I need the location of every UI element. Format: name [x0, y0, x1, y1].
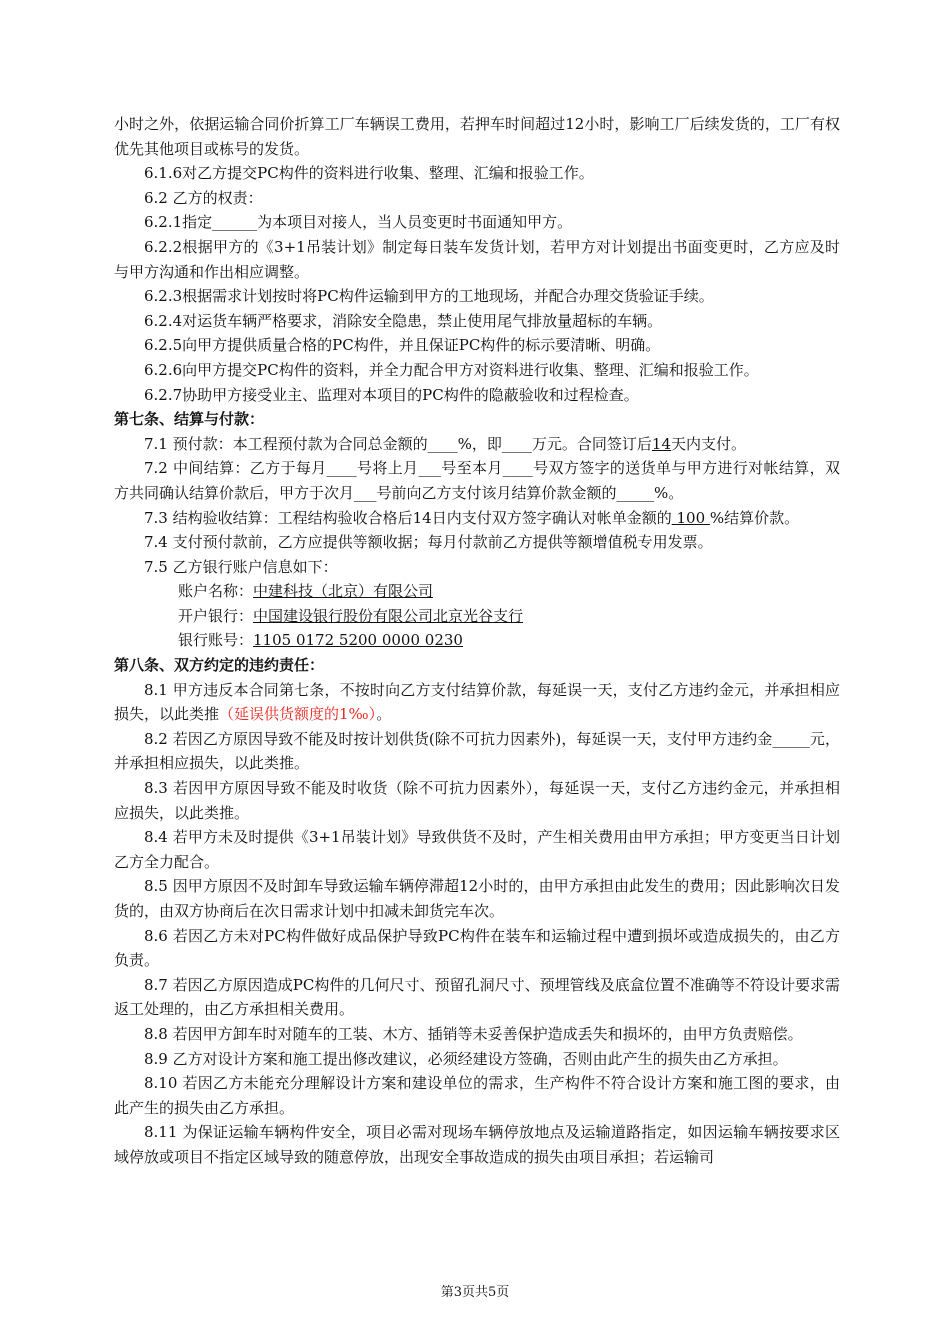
- section-heading-8: 第八条、双方约定的违约责任：: [114, 656, 325, 675]
- account-name-value: 中建科技（北京）有限公司: [253, 582, 434, 601]
- clause-8-8: 8.8 若因甲方卸车时对随车的工装、木方、插销等未妥善保护造成丢失和损坏的，由甲方负责赔偿。: [144, 1024, 803, 1043]
- clause-6-2-6: 6.2.6向甲方提交PC构件的资料，并全力配合甲方对资料进行收集、整理、汇编和报验工作。: [144, 360, 759, 379]
- clause-8-5: 8.5 因甲方原因不及时卸车导致运输车辆停滞超12小时的，由甲方承担由此发生的费用；因此影响次日发货的，由双方协商后在次日需求计划中扣减未卸货完车次。: [114, 877, 840, 920]
- clause-8-2: [114, 727, 840, 776]
- clause-6-1-6: 6.1.6对乙方提交PC构件的资料进行收集、整理、汇编和报验工作。: [144, 164, 594, 183]
- account-number-label: 银行账号：: [178, 631, 254, 650]
- clause-text: 8.2 若因乙方原因导致不能及时按计划供货(除不可抗力因素外)，每延误一天，支付甲方违约金: [144, 729, 773, 748]
- account-name-row: [114, 579, 840, 604]
- highlighted-note: （延误供货额度的1‰）: [219, 705, 377, 724]
- blank-day: ___: [354, 483, 377, 502]
- clause-6-2-5: 6.2.5向甲方提供质量合格的PC构件，并且保证PC构件的标示要清晰、明确。: [144, 336, 661, 355]
- clause-text: 号至本月: [440, 459, 503, 478]
- clause-text: 8.1 甲方违反本合同第七条，不按时向乙方支付结算价款，每延误一天，支付乙方违约金元，并承担相应损失，以此类推: [114, 680, 840, 724]
- clause-8-4: 8.4 若甲方未及时提供《3+1吊装计划》导致供货不及时，产生相关费用由甲方承担；甲方变更当日计划乙方全力配合。: [114, 828, 840, 871]
- blank-day: ____: [502, 459, 533, 478]
- blank-amount: ____: [501, 434, 532, 453]
- clause-text: 号将上月: [356, 459, 419, 478]
- account-number-row: [114, 628, 840, 653]
- clause-6-2-7: 6.2.7协助甲方接受业主、监理对本项目的PC构件的隐蔽验收和过程检查。: [144, 385, 639, 404]
- clause-text: 号前向乙方支付该月结算价款金额的: [376, 483, 617, 502]
- bank-row: [114, 604, 840, 629]
- clause-6-2: 6.2 乙方的权责：: [144, 188, 263, 207]
- account-number-value: 1105 0172 5200 0000 0230: [253, 631, 463, 650]
- page-number-footer: 第3页共5页: [440, 1285, 510, 1300]
- clause-text: 号双方签字的送货单与甲方进行对帐结算，双方共同确认结算价款后，甲方于次月: [114, 459, 840, 502]
- blank-day: ____: [326, 459, 357, 478]
- blank-day: ___: [418, 459, 441, 478]
- clause-7-4: 7.4 支付预付款前，乙方应提供等额收据；每月付款前乙方提供等额增值税专用发票。: [144, 533, 713, 552]
- clause-8-6: 8.6 若因乙方未对PC构件做好成品保护导致PC构件在装车和运输过程中遭到损坏或造成损失的，由乙方负责。: [114, 926, 840, 970]
- clause-8-11: 8.11 为保证运输车辆构件安全，项目必需对现场车辆停放地点及运输道路指定，如因运输车辆按要求区域停放或项目不指定区域导致的随意停放，出现安全事故造成的损失由项目承担；若运输司: [114, 1123, 840, 1166]
- clause-7-1: [114, 432, 840, 457]
- clause-text: 为本项目对接人，当人员变更时书面通知甲方。: [257, 213, 573, 232]
- clause-text: 天内支付。: [671, 434, 747, 453]
- bank-label: 开户银行：: [178, 606, 254, 625]
- clause-6-2-2: 6.2.2根据甲方的《3+1吊装计划》制定每日装车发货计划，若甲方对计划提出书面变更时，乙方应及时与甲方沟通和作出相应调整。: [114, 237, 840, 281]
- clause-text: %，即: [457, 434, 502, 453]
- clause-6-2-1: [114, 210, 840, 235]
- clause-8-7: 8.7 若因乙方原因造成PC构件的几何尺寸、预留孔洞尺寸、预埋管线及底盒位置不准确等不符设计要求需返工处理的，由乙方承担相关费用。: [114, 975, 840, 1019]
- blank-percent: _____: [616, 483, 655, 502]
- blank-penalty: _____: [772, 729, 810, 748]
- clause-text: 元，并承担相应损失，以此类推。: [114, 729, 840, 773]
- clause-6-2-3: 6.2.3根据需求计划按时将PC构件运输到甲方的工地现场，并配合办理交货验证手续。: [144, 287, 714, 306]
- clause-7-2: [114, 456, 840, 505]
- clause-8-10: 8.10 若因乙方未能充分理解设计方案和建设单位的需求，生产构件不符合设计方案和施工图的要求，由此产生的损失由乙方承担。: [114, 1074, 840, 1117]
- section-heading-7: 第七条、结算与付款：: [114, 410, 265, 429]
- blank-contact-person: ______: [212, 213, 258, 232]
- clause-8-9: 8.9 乙方对设计方案和施工提出修改建议，必须经建设方签确，否则由此产生的损失由乙方承担。: [144, 1049, 788, 1068]
- clause-8-3: 8.3 若因甲方原因导致不能及时收货（除不可抗力因素外），每延误一天，支付乙方违约金元，并承担相应损失，以此类推。: [114, 779, 840, 822]
- bank-value: 中国建设银行股份有限公司北京光谷支行: [253, 606, 524, 625]
- clause-text: 7.3 结构验收结算：工程结构验收合格后14日内支付双方签字确认对帐单金额的: [144, 508, 672, 527]
- clause-text: %结算价款。: [709, 508, 800, 527]
- contract-page-body: [114, 112, 840, 1170]
- clause-8-1: [114, 678, 840, 727]
- paragraph-truck-delay: 小时之外，依据运输合同价折算工厂车辆误工费用，若押车时间超过12小时，影响工厂后续发货的，工厂有权优先其他项目或栋号的发货。: [114, 115, 840, 158]
- clause-7-5: 7.5 乙方银行账户信息如下：: [144, 557, 338, 576]
- filled-days: 14: [651, 434, 671, 453]
- account-name-label: 账户名称：: [178, 582, 254, 601]
- blank-percent: ____: [427, 434, 458, 453]
- clause-text: 万元。合同签订后: [531, 434, 652, 453]
- clause-6-2-4: 6.2.4对运货车辆严格要求，消除安全隐患，禁止使用尾气排放量超标的车辆。: [144, 311, 663, 330]
- clause-text: 7.2 中间结算：乙方于每月: [144, 459, 327, 478]
- clause-text: 6.2.1指定: [144, 213, 213, 232]
- clause-text: %。: [654, 483, 684, 502]
- clause-text: 7.1 预付款：本工程预付款为合同总金额的: [144, 434, 428, 453]
- clause-7-3: [114, 506, 840, 531]
- filled-percent: 100: [671, 508, 710, 527]
- clause-text: 。: [376, 705, 392, 724]
